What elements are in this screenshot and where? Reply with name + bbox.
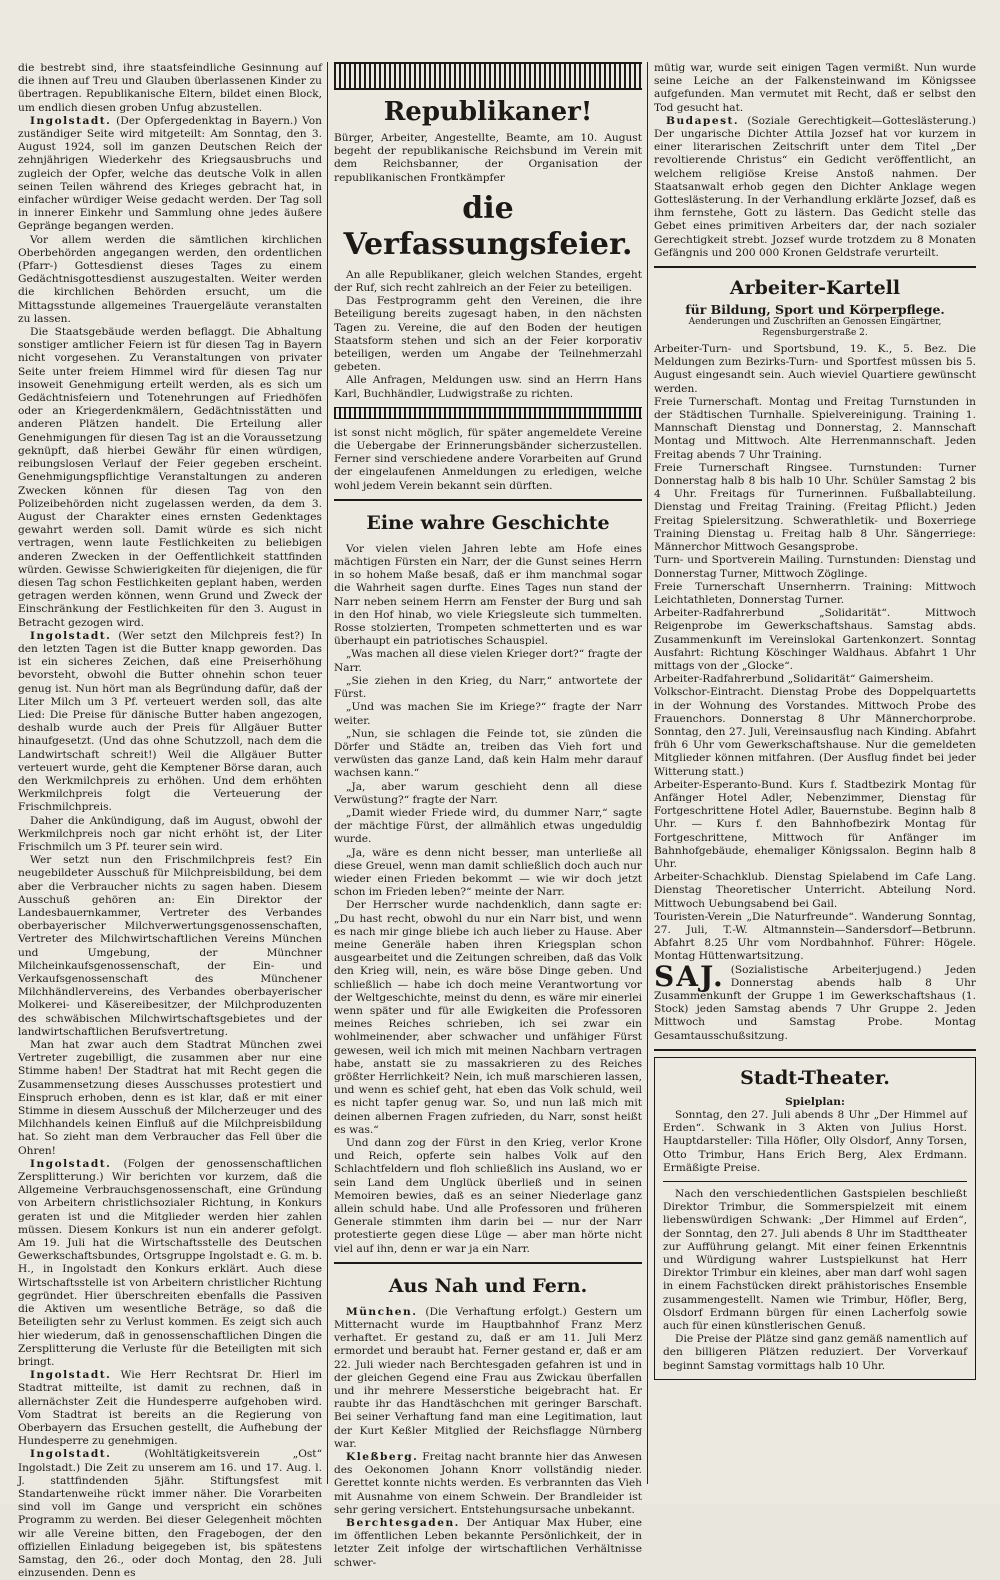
club-notice: Arbeiter-Schachklub. Dienstag Spielabend im Cafe Lang. Dienstag Theoretischer Unterricht. Abteilung Nord. Mittwoch Uebungsabend bei Gail. xyxy=(654,871,976,910)
paragraph: Vor allem werden die sämtlichen kirchlichen Oberbehörden angegangen werden, den ordentlichen (Pfarr-) Gottesdienst dieses Tages zu einem Gedächtnisgottesdienst auszugestalten. Weiter werden die kirchlichen Behörden ersucht, um die Mittagsstunde allgemeines Trauergeläute veranstalten zu lassen. xyxy=(18,233,322,325)
club-notice: Arbeiter-Turn- und Sportsbund, 19. K., 5. Bez. Die Meldungen zum Bezirks-Turn- und Sportfest müssen bis 5. August eingesandt sein. Auch wieviel Quartiere gewünscht werden. xyxy=(654,343,976,395)
club-notice: Arbeiter-Esperanto-Bund. Kurs f. Stadtbezirk Montag für Anfänger Hotel Adler, Nebenzimmer, Dienstag für Fortgeschrittene Hotel Adler, Bauernstube. Beginn halb 8 Uhr. — Kurs f. den Bahnhofbezirk Montag für Fortgeschrittene, Mittwoch für Anfänger im Bahnhofgebäude, ehemaliger Königssalon. Beginn halb 8 Uhr. xyxy=(654,778,976,870)
paragraph xyxy=(18,1369,322,1448)
dateline: Ingolstadt. xyxy=(30,1369,112,1382)
paragraph: ist sonst nicht möglich, für später angemeldete Vereine die Uebergabe der Erinnerungsbänder sicherzustellen. Ferner sind verschiedene andere Vorarbeiten auf Grund der eingelaufenen Anmeldungen zu erledigen, welche wohl jedem Verein bekannt sein dürften. xyxy=(334,426,642,492)
column-rule-left xyxy=(327,62,328,1484)
paragraph-text: (Wohltätigkeitsverein „Ost“ Ingolstadt.) Die Zeit zu unserem am 16. und 17. Aug. l. J. stattfindenden 5jähr. Stiftungsfest mit Standartenweihe rückt immer näher. Die Vorarbeiten sind voll im Gange und verspricht ein schönes Programm zu werden. Bei dieser Gelegenheit möchten wir alle Vereine bitten, den Fragebogen, der den offiziellen Einladung beigegeben ist, bis spätestens Samstag, den 26., oder doch Montag, den 28. Juli einzusenden. Denn es xyxy=(18,1448,322,1580)
club-notice: Arbeiter-Radfahrerbund „Solidarität“. Mittwoch Reigenprobe im Gewerkschaftshaus. Samstag abds. Zusammenkunft im Vereinslokal Gartenkonzert. Sonntag Ausfahrt: Richtung Köschinger Waldhaus. Abfahrt 1 Uhr mittags von der „Glocke“. xyxy=(654,607,976,672)
paragraph: Das Festprogramm geht den Vereinen, die ihre Beteiligung bereits zugesagt haben, in den nächsten Tagen zu. Vereine, die auf den Boden der heutigen Staatsform stehen und sich an der Feier korporativ beteiligen, werden um Angabe der Teilnehmerzahl gebeten. xyxy=(334,295,642,374)
paragraph xyxy=(334,1451,642,1517)
club-notice xyxy=(654,959,976,1043)
theater-box xyxy=(654,1057,976,1380)
club-notice: Freie Turnerschaft Unsernherrn. Training: Mittwoch Leichtathleten, Donnerstag Turner. xyxy=(654,580,976,606)
paragraph: Der Herrscher wurde nachdenklich, dann sagte er: „Du hast recht, obwohl du nur ein Narr bist, und wenn es nach mir ginge bliebe ich auch lieber zu Hause. Aber meine Generäle haben ihren Kriegsplan schon ausgearbeitet und die Zeitungen schreiben, daß das Volk den Krieg will, nein, es wäre böse Dinge geben. Und schließlich — habe ich doch meine Verantwortung vor der Weltgeschichte, meinst du denn, es wäre mir einerlei wenn später und für alle Ewigkeiten die Professoren meines Reiches schrieben, ich sei zwar ein wohlmeinender, aber schwacher und unfähiger Fürst gewesen, weil ich mich mit meinen Nachbarn vertragen habe, anstatt sie zu massakrieren zu des Reiches größter Herrlichkeit? Nein, ich muß marschieren lassen, und wenn es schief geht, hat eben das Volk schuld, weil es nicht tapfer genug war. So, und nun laß mich mit deinen albernen Fragen zufrieden, du Narr, sonst heißt es was.“ xyxy=(334,899,642,1136)
paragraph: „Damit wieder Friede wird, du dummer Narr,“ sagte der mächtige Fürst, der allmählich etwas ungeduldig wurde. xyxy=(334,806,642,846)
paragraph-text: (Wer setzt den Milchpreis fest?) In den letzten Tagen ist die Butter knapp geworden. Das ist ein sicheres Zeichen, daß eine Preiserhöhung bevorsteht, obwohl die Butter ohnehin schon teuer genug ist. Nun hört man als Begründung dafür, daß der Liter Milch um 3 Pf. verteuert werden soll, das alte Lied: Die Preise für dänische Butter haben angezogen, deshalb wurde auch der Preis für Allgäuer Butter hinaufgesetzt. (Und das ohne Schutzzoll, nach dem die Landwirtschaft schreit!) Weil die Allgäuer Butter verteuert wurde, geht die Kemptener Börse daran, auch den Werkmilchpreis zu erhöhen. Und dem erhöhten Werkmilchpreis folgt die Verteuerung der Frischmilchpreis. xyxy=(18,629,322,814)
paragraph: Alle Anfragen, Meldungen usw. sind an Herrn Hans Karl, Buchhändler, Ludwigstraße zu richten. xyxy=(334,374,642,400)
section-heading: Aus Nah und Fern. xyxy=(388,1274,588,1297)
paragraph xyxy=(654,115,976,260)
paragraph: Sonntag, den 27. Juli abends 8 Uhr „Der Himmel auf Erden“. Schwank in 3 Akten von Julius Horst. Hauptdarsteller: Tilla Höfler, Olly Olsdorf, Anny Torsen, Otto Trimbur, Hans Erich Berg, Alex Erdmann. Ermäßigte Preise. xyxy=(663,1109,967,1174)
paragraph: mütig war, wurde seit einigen Tagen vermißt. Nun wurde seine Leiche an der Falkensteinwand im Königssee aufgefunden. Man vermutet mit Recht, daß er selbst den Tod gesucht hat. xyxy=(654,62,976,114)
paragraph-text: Freitag nacht brannte hier das Anwesen des Oekonomen Johann Knorr vollständig nieder. Gerettet konnte nichts werden. Es verbrannten das Vieh mit Ausnahme von einem Schwein. Der Brandleider ist sehr gering versichert. Entstehungsursache unbekannt. xyxy=(334,1451,642,1516)
dateline: Ingolstadt. xyxy=(30,629,112,642)
dateline: Ingolstadt. xyxy=(30,1157,112,1170)
section-note: Aenderungen und Zuschriften an Genossen Eingärtner, Regensburgerstraße 2. xyxy=(688,317,942,339)
paragraph xyxy=(334,1306,642,1451)
divider xyxy=(663,1181,967,1182)
ornamental-border xyxy=(334,62,642,90)
column-left xyxy=(18,62,323,1580)
divider xyxy=(654,1049,976,1051)
paragraph-text: (Die Verhaftung erfolgt.) Gestern um Mitternacht wurde im Hauptbahnhof Franz Merz verhaftet. Er gestand zu, daß er am 11. Juli Merz ermordet und beraubt hat. Ferner gestand er, daß er am 22. Juli wieder nach Berchtesgaden gefahren ist und in der gleichen Gegend eine Frau aus Zwickau überfallen und ihr mehrere Messerstiche beigebracht hat. Er raubte ihr das Handtäschchen mit geringer Barschaft. Bei seiner Verhaftung fand man eine Legitimation, laut der Kurt Keßler Mitglied der Reichsflagge Nürnberg war. xyxy=(334,1305,642,1450)
club-notice: Turn- und Sportverein Mailing. Turnstunden: Dienstag und Donnerstag Turner, Mittwoch Zöglinge. xyxy=(654,554,976,580)
paragraph: Die Staatsgebäude werden beflaggt. Die Abhaltung sonstiger amtlicher Feiern ist für diesen Tag in Bayern nicht vorgesehen. Zu Veranstaltungen von privater Seite unter freiem Himmel wird für diesen Tag nur insoweit Genehmigung erteilt werden, als es sich um Gedächtnisfeiern und Totenehrungen auf Friedhöfen oder an Kriegerdenkmälern, Gedächtnisstätten und anderen Plätzen handelt. Die Erteilung aller Genehmigungen für diesen Tag ist an die Voraussetzung geknüpft, daß hierbei Gewähr für einen würdigen, reibungslosen Verlauf der Feier gegeben erscheint. Genehmigungspflichtige Veranstaltungen zu anderen Zwecken können für diesen Tag von den Polizeibehörden nicht zugelassen werden, da dem 3. August der Charakter eines ernsten Gedenktages gewahrt werden soll. Damit würde es sich nicht vertragen, wenn laute Festlichkeiten zu beliebigen anderen Zwecken in der Oeffentlichkeit stattfinden würden. Gewisse Schwierigkeiten für diejenigen, die für diesen Tag schon Festlichkeiten geplant haben, werden getragen werden können, wenn Grund und Zweck der Einschränkung der Festlichkeiten für den 3. August in Betracht gezogen wird. xyxy=(18,326,322,629)
column-middle xyxy=(334,62,642,1569)
announcement-headline: die Verfassungsfeier. xyxy=(343,190,633,262)
dateline: Berchtesgaden. xyxy=(346,1517,460,1530)
paragraph: Wer setzt nun den Frischmilchpreis fest? Ein neugebildeter Ausschuß für Milchpreisbildung, bei dem aber die Verbraucher nichts zu sagen haben. Diesem Ausschuß gehören an: Ein Direktor der Landesbauernkammer, Vertreter des Verbandes oberbayerischer Milchverwertungsgenossenschaften, Vertreter des Milchwirtschaftlichen Vereins München und Umgebung, der Münchner Milcheinkaufsgenossenschaft, der Ein- und Verkaufsgenossenschaft des Münchener Milchhändlervereins, des Verbandes oberbayerischer Molkerei- und Käsereibesitzer, der Milchproduzenten des schwäbischen Milchwirtschaftsgebietes und der landwirtschaftlichen Berufsvertretung. xyxy=(18,854,322,1038)
paragraph-text: (Soziale Gerechtigkeit—Gotteslästerung.) Der ungarische Dichter Attila Jozsef hat vor kurzem in einer literarischen Zeitschrift unter dem Titel „Der revoltierende Christus“ ein Gedicht veröffentlicht, an welchem religiöse Kreise Anstoß nahmen. Der Staatsanwalt erhob gegen den Dichter Anklage wegen Gotteslästerung. In der Verhandlung erklärte Jozsef, daß es ihm fernstehe, Gott zu lästern. Das Gedicht stelle das Gebet eines primitiven Arbeiters dar, der nach sozialer Gerechtigkeit strebt. Jozsef wurde trotzdem zu 8 Monaten Gefängnis und 200 000 Kronen Geldstrafe verurteilt. xyxy=(654,114,976,259)
paragraph: „Was machen all diese vielen Krieger dort?“ fragte der Narr. xyxy=(334,648,642,674)
section-subheading: für Bildung, Sport und Körperpflege. xyxy=(685,302,945,318)
paragraph-text: Der Antiquar Max Huber, eine im öffentlichen Leben bekannte Persönlichkeit, der in letzter Zeit infolge der wirtschaftlichen Verhältnisse schwer- xyxy=(334,1517,642,1569)
paragraph xyxy=(18,630,322,815)
divider xyxy=(334,1262,642,1264)
club-notice: Volkschor-Eintracht. Dienstag Probe des Doppelquartetts in der Wohnung des Vorstandes. Mittwoch Probe des Frauenchors. Donnerstag 8 Uhr Männerchorprobe. Sonntag, den 27. Juli, Vereinsausflug nach Kinding. Abfahrt früh 6 Uhr vom Gewerkschaftshause. Nur die gemeldeten Mitglieder können mitfahren. (Der Ausflug findet bei jeder Witterung statt.) xyxy=(654,686,976,778)
divider xyxy=(334,499,642,501)
paragraph: „Und was machen Sie im Kriege?“ fragte der Narr weiter. xyxy=(334,701,642,727)
program-label: Spielplan: xyxy=(785,1095,845,1108)
paragraph: „Ja, aber warum geschieht denn all diese Verwüstung?“ fragte der Narr. xyxy=(334,780,642,806)
section-heading: Arbeiter-Kartell xyxy=(729,277,901,300)
dateline: Ingolstadt. xyxy=(30,114,112,127)
club-notice: Freie Turnerschaft Ringsee. Turnstunden: Turner Donnerstag halb 8 bis halb 10 Uhr. Schüler Samstag 2 bis 4 Uhr. Freitags für Turnerinnen. Fußballabteilung. Dienstag und Freitag Training. (Freitag Pflicht.) Jeden Freitag Spielersitzung. Schwerathletik- und Boxerriege Training Dienstag u. Freitag halb 8 Uhr. Sängerriege: Männerchor Mittwoch Gesangsprobe. xyxy=(654,461,976,554)
paragraph-text: Wie Herr Rechtsrat Dr. Hierl im Stadtrat mitteilte, ist damit zu rechnen, daß in allernächster Zeit die Hundesperre aufgehoben wird. Vom Stadtrat ist bereits an die Regierung von Oberbayern das Ersuchen gestellt, die Aufhebung der Hundesperre zu genehmigen. xyxy=(18,1369,322,1448)
paragraph: Vor vielen vielen Jahren lebte am Hofe eines mächtigen Fürsten ein Narr, der die Gunst seines Herrn in so hohem Maße besaß, daß er ihm manchmal sogar die Wahrheit sagen durfte. Eines Tages nun stand der Narr neben seinem Herrn am Fenster der Burg und sah in den Hof hinab, wo viele Kriegsleute sich tummelten. Rosse stolzierten, Trompeten schmetterten und es war überhaupt ein patriotisches Schauspiel. xyxy=(334,542,642,648)
divider xyxy=(654,266,976,268)
paragraph: Man hat zwar auch dem Stadtrat München zwei Vertreter zugebilligt, die zusammen aber nur eine Stimme haben! Der Stadtrat hat mit Recht gegen die Zusammensetzung dieses Ausschusses protestiert und Einspruch erhoben, denn es ist klar, daß er mit einer Stimme in diesem Ausschuß der Milcherzeuger und des Milchhandels keinen Einfluß auf die Milchpreisbildung hat. So zieht man dem Verbraucher das Fell über die Ohren! xyxy=(18,1039,322,1157)
column-rule-right xyxy=(647,62,648,1484)
paragraph: die bestrebt sind, ihre staatsfeindliche Gesinnung auf die ihnen auf Treu und Glauben überlassenen Kinder zu übertragen. Republikanische Eltern, bildet einen Block, um endlich diesen groben Unfug abzustellen. xyxy=(18,62,322,114)
dateline: Budapest. xyxy=(666,114,740,127)
paragraph: „Sie ziehen in den Krieg, du Narr,“ antwortete der Fürst. xyxy=(334,674,642,701)
paragraph: Nach den verschiedentlichen Gastspielen beschließt Direktor Trimbur, die Sommerspielzeit mit einem liebenswürdigen Schwank: „Der Himmel auf Erden“, der Sonntag, den 27. Juli abends 8 Uhr im Stadttheater zur Aufführung gelangt. Mit einer feinen Erkenntnis und Würdigung wahrer Lustspielkunst hat Herr Direktor Trimbur ein kleines, aber man darf wohl sagen in einem Fachstücken direkt prähistorisches Ensemble zusammengestellt. Namen wie Trimbur, Höfler, Berg, Olsdorf Erdmann bürgen für einen Lacherfolg sowie auch für einen künstlerischen Genuß. xyxy=(663,1188,967,1333)
paragraph xyxy=(18,1158,322,1369)
saj-logo: SAJ. xyxy=(654,959,725,993)
dateline: München. xyxy=(346,1305,418,1318)
dateline: Ingolstadt. xyxy=(30,1448,112,1461)
club-notice: Arbeiter-Radfahrerbund „Solidarität“ Gaimersheim. xyxy=(654,673,934,686)
paragraph: An alle Republikaner, gleich welchen Standes, ergeht der Ruf, sich recht zahlreich an der Feier zu beteiligen. xyxy=(334,268,642,295)
section-heading: Stadt-Theater. xyxy=(740,1066,890,1089)
ornamental-border xyxy=(334,407,642,419)
dateline: Kleßberg. xyxy=(346,1451,419,1464)
club-notice: Freie Turnerschaft. Montag und Freitag Turnstunden in der Städtischen Turnhalle. Spielvereinigung. Training 1. Mannschaft Dienstag und Donnerstag, 2. Mannschaft Montag und Mittwoch. Alte Herrenmannschaft. Jeden Freitag abends 7 Uhr Training. xyxy=(654,395,976,461)
paragraph: „Ja, wäre es denn nicht besser, man unterließe all diese Greuel, wenn man damit schließlich doch auch nur wieder einen Frieden bekommt — wie wir doch jetzt schon im Frieden leben?“ meinte der Narr. xyxy=(334,846,642,899)
paragraph: Die Preise der Plätze sind ganz gemäß namentlich auf den billigeren Plätzen reduziert. Der Vorverkauf beginnt Samstag vormittags halb 10 Uhr. xyxy=(663,1333,967,1372)
paragraph: Daher die Ankündigung, daß im August, obwohl der Werkmilchpreis noch gar nicht erhöht ist, der Liter Frischmilch um 3 Pf. teurer sein wird. xyxy=(18,814,322,853)
paragraph xyxy=(18,115,322,234)
paragraph xyxy=(334,1517,642,1570)
paragraph: Und dann zog der Fürst in den Krieg, verlor Krone und Reich, opferte sein halbes Volk auf den Schlachtfeldern und floh schließlich ins Ausland, wo er sein Land dem Unglück überließ und in seinen Memoiren bewies, daß es an seiner Niederlage ganz allein schuld habe. Und alle Professoren und früheren Generale stimmten ihm darin bei — nur der Narr protestierte gegen diese Lüge — aber man hörte nicht viel auf ihn, denn er war ja ein Narr. xyxy=(334,1137,642,1255)
column-right xyxy=(654,62,976,1484)
paragraph-text: (Folgen der genossenschaftlichen Zersplitterung.) Wir berichten vor kurzem, daß die Allgemeine Verbrauchsgenossenschaft, eine Gründung von Arbeitern christlichsozialer Richtung, in Konkurs geraten ist und die Mitglieder werden hier zahlen müssen. Diesem Konkurs ist nun ein anderer gefolgt. Am 19. Juli hat die Wirtschaftsstelle des Deutschen Gewerkschaftsbundes, Ortsgruppe Ingolstadt e. G. m. b. H., in Ingolstadt den Konkurs erklärt. Auch diese Wirtschaftsstelle ist von Arbeitern christlicher Richtung gegründet. Hier überschreiten ebenfalls die Passiven die Aktiven um wesentliche Beträge, so daß die Beteiligten sehr zu Verlust kommen. Es zeigt sich auch hier wiederum, daß in genossenschaftlichen Dingen die Zersplitterung die Verluste für die Beteiligten mit sich bringt. xyxy=(18,1157,323,1368)
section-heading: Eine wahre Geschichte xyxy=(366,511,610,534)
paragraph xyxy=(18,1448,322,1580)
paragraph: „Nun, sie schlagen die Feinde tot, sie zünden die Dörfer und Städte an, treiben das Vieh fort und verwüsten das ganze Land, daß kein Halm mehr darauf wachsen kann.“ xyxy=(334,727,642,780)
announcement-intro: Bürger, Arbeiter, Angestellte, Beamte, am 10. August begeht der republikanische Reichsbund im Verein mit dem Reichsbanner, der Organisation der republikanischen Frontkämpfer xyxy=(334,132,642,184)
paragraph-text: (Der Opfergedenktag in Bayern.) Von zuständiger Seite wird mitgeteilt: Am Sonntag, den 3. August 1924, soll im ganzen Deutschen Reich der zehnjährigen Wiederkehr des Kriegsausbruchs und zugleich der Opfer, welche das deutsche Volk in allen seinen Teilen während des Krieges gebracht hat, in einfacher würdiger Weise gedacht werden. Der Tag soll in innerer Einkehr und Sammlung ohne jedes äußere Gepränge begangen werden. xyxy=(18,114,322,233)
paragraph-text: (Sozialistische Arbeiterjugend.) Jeden Donnerstag abends halb 8 Uhr Zusammenkunft der Gruppe 1 im Gewerkschaftshaus (1. Stock) jeden Samstag abends 7 Uhr Gruppe 2. Jeden Mittwoch und Samstag Probe. Montag Gesamtausschußsitzung. xyxy=(654,963,976,1042)
announcement-title: Republikaner! xyxy=(383,97,593,127)
club-notice: Touristen-Verein „Die Naturfreunde“. Wanderung Sonntag, 27. Juli, T.-W. Altmannstein—Sandersdorf—Betbrunn. Abfahrt 8.25 Uhr vom Nordbahnhof. Führer: Högele. Montag Hüttenwartsitzung. xyxy=(654,910,976,963)
